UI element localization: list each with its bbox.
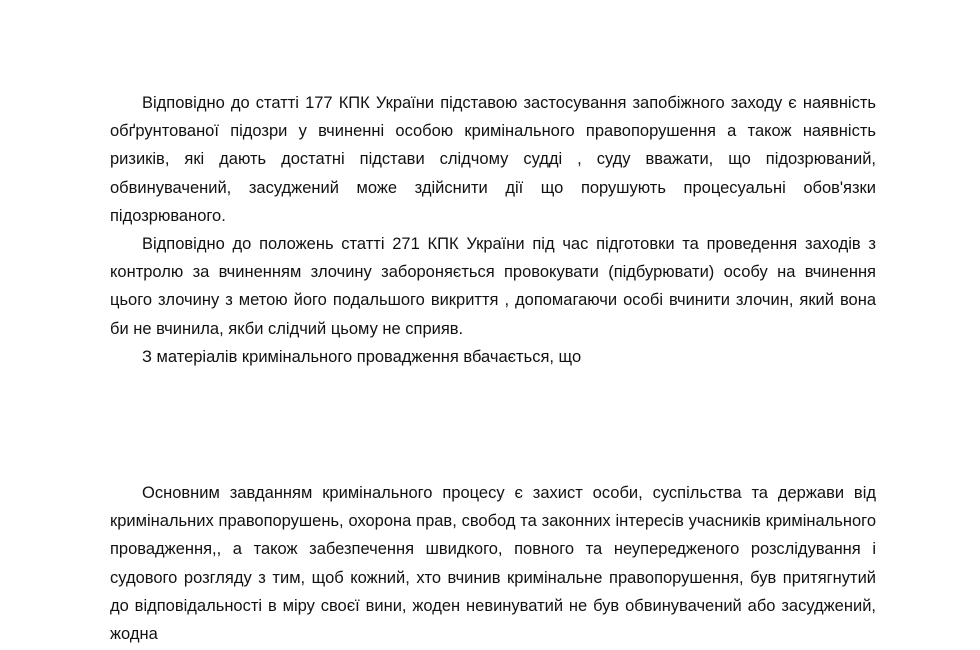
document-section-top [110,89,876,371]
paragraph-main-task: Основним завданням кримінального процесу є захист особи, суспільства та держави від кримінальних правопорушень, охорона прав, свобод та законних інтересів учасників кримінального провадження,, а також забезпечення швидкого, повного та неупередженого розслідування і судового розгляду з тим, щоб кожний, хто вчинив кримінальне правопорушення, був притягнутий до відповідальності в міру своєї вини, жоден невинуватий не був обвинувачений або засуджений, жодна [110,484,876,644]
paragraph-article-177: Відповідно до статті 177 КПК України підставою застосування запобіжного заходу є наявність обґрунтованої підозри у вчиненні особою кримінального правопорушення а також наявність ризиків, які дають достатні підстави слідчому судді , суду вважати, що підозрюваний, обвинувачений, засуджений може здійснити дії що порушують процесуальні обов'язки підозрюваного. [110,94,876,225]
paragraph-article-271: Відповідно до положень статті 271 КПК України під час підготовки та проведення заходів з контролю за вчиненням злочину забороняється провокувати (підбурювати) особу на вчинення цього злочину з метою його подальшого викриття , допомагаючи особі вчинити злочин, який вона би не вчинила, якби слідчий цьому не сприяв. [110,235,876,338]
document-section-bottom [110,479,876,648]
paragraph-case-materials: З матеріалів кримінального провадження вбачається, що [142,347,582,366]
